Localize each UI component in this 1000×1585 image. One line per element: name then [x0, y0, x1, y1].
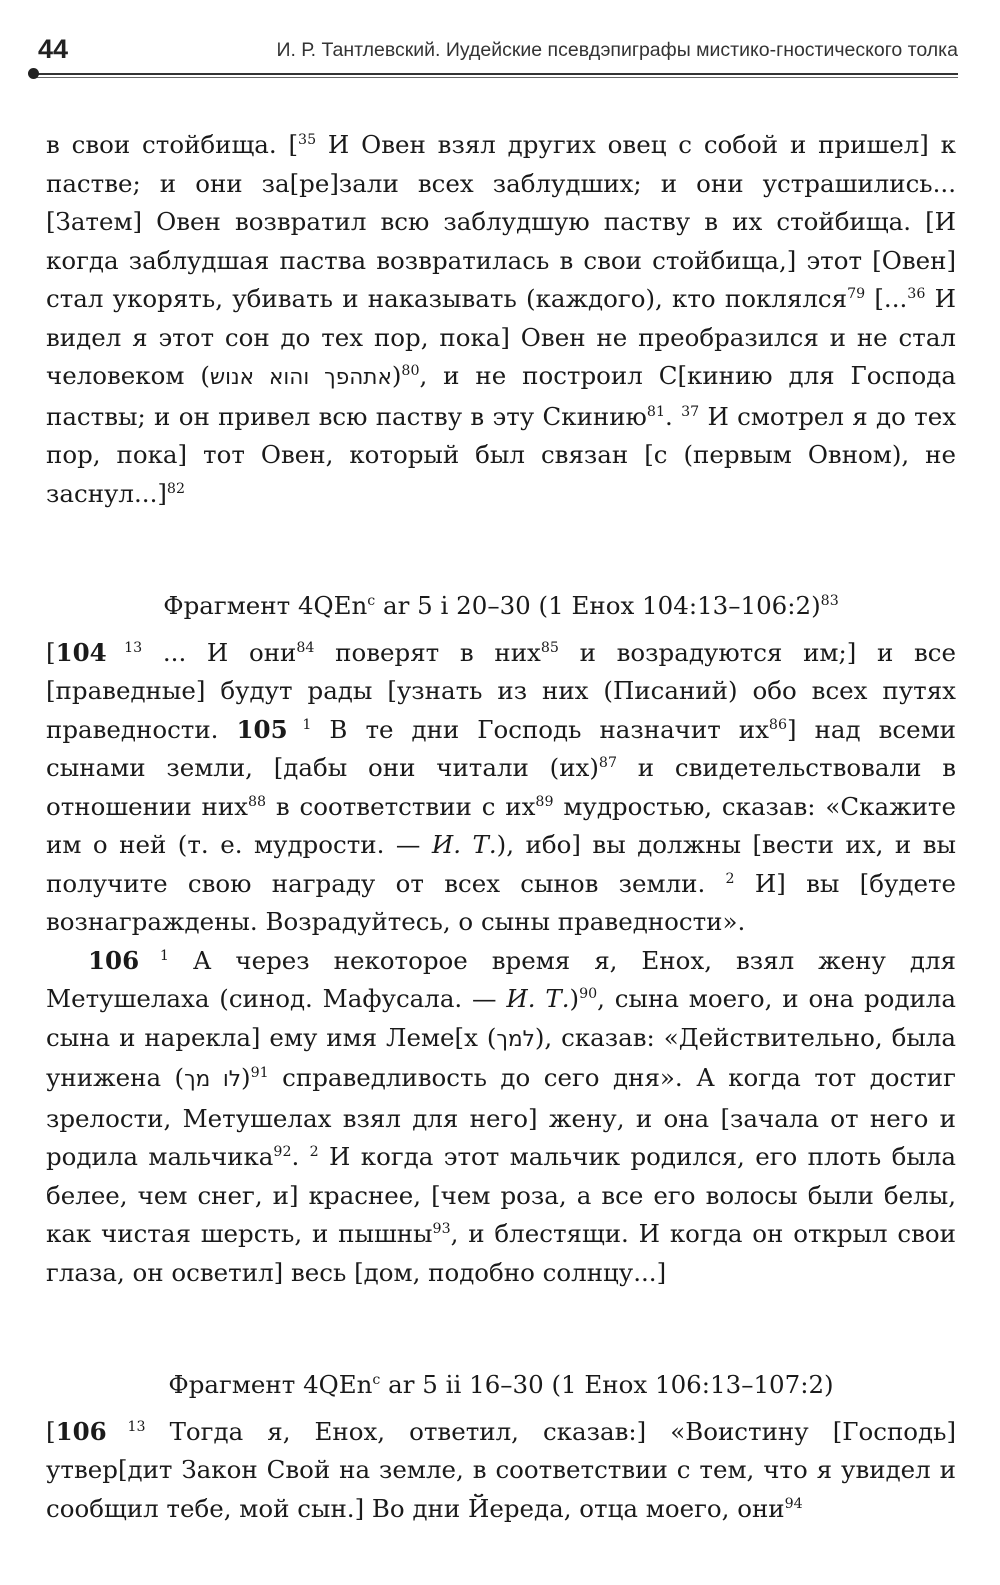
chapter-number: 105	[236, 714, 288, 744]
text: в свои стойбища. [	[46, 130, 299, 159]
fragment-heading-1	[46, 587, 956, 626]
verse-number: 35	[298, 131, 317, 148]
footnote-ref: 81	[646, 403, 665, 420]
text: , сына моего, и она родила сына и нарекла] ему имя Леме[х (	[46, 984, 956, 1052]
text: )	[569, 984, 580, 1013]
text: Фрагмент 4QEn	[163, 591, 368, 620]
text: [	[46, 1416, 56, 1446]
text: [	[46, 637, 56, 667]
editor-initials: И. Т.	[431, 830, 497, 859]
footnote-ref: 92	[273, 1143, 292, 1160]
page-header	[32, 30, 958, 78]
chapter-number: 106	[88, 945, 140, 975]
footnote-ref: 86	[768, 716, 787, 733]
footnote-ref: 91	[250, 1064, 269, 1081]
header-rule	[32, 73, 958, 75]
text: .	[291, 1142, 310, 1171]
text: И смотрел я до тех пор, пока] тот Овен, который был связан [с (первым Овном), не заснул...]	[46, 401, 957, 508]
text: справедливость до сего дня». А когда тот достиг зрелости, Метушелах взял для него] жену, и она [зачала от него и родила мальчика	[46, 1063, 956, 1171]
fragment-heading-2	[46, 1366, 956, 1405]
running-title: И. Р. Тантлевский. Иудейские псевдэпиграфы мистико-гностического толка	[276, 39, 958, 61]
text: В те дни Господь назначит их	[311, 714, 769, 744]
text: ar 5 ii 16–30 (1 Енох 106:13–107:2)	[380, 1370, 834, 1399]
verse-number: 1	[139, 947, 169, 964]
text: .	[664, 401, 682, 431]
hebrew-text: לו מך	[184, 1067, 241, 1092]
editor-initials: И. Т.	[506, 984, 570, 1013]
text: и свидетельствовали в отношении них	[46, 753, 957, 821]
verse-number: 2	[309, 1143, 319, 1160]
text: И когда этот мальчик родился, его плоть была белее, чем снег, и] краснее, [чем роза, а все его волосы были белы, как чистая шерсть, и пышны	[46, 1142, 956, 1248]
text: , и блестящи. И когда он открыл свои глаза, он осветил] весь [дом, подобно солнцу...]	[46, 1219, 956, 1287]
text: И видел я этот сон до тех пор, пока] Овен не преобразился и не стал человеком (	[46, 284, 956, 390]
text: А через некоторое время я, Енох, взял жену для Метушелаха (синод. Мафусала. —	[46, 945, 956, 1013]
footnote-ref: 89	[535, 793, 554, 810]
text: в соответствии с их	[266, 791, 536, 821]
verse-number: 2	[725, 870, 735, 887]
paragraph-106	[46, 942, 956, 1293]
verse-number: 37	[681, 403, 700, 420]
text: И] вы [будете вознаграждены. Возрадуйтесь, о сыны праведности».	[46, 868, 956, 936]
footnote-ref: 85	[540, 639, 559, 656]
page-body	[46, 126, 956, 1528]
paragraph-106-13	[46, 1413, 956, 1529]
page-number: 44	[38, 34, 69, 64]
text: поверят в них	[314, 637, 541, 667]
text: )	[241, 1063, 251, 1092]
footnote-ref: 90	[579, 985, 598, 1002]
text: ), сказав: «Действительно, была унижена (	[46, 1022, 957, 1092]
text: ), ибо] вы должны [вести их, и вы получите свою награду от всех сынов земли.	[46, 830, 956, 898]
text: Тогда я, Енох, ответил, сказав:] «Воистину [Господь] утвер[дит Закон Свой на земле, в соответствии с тем, что я увидел и сообщил тебе, мой сын.] Во дни Йереда, отца моего, они	[46, 1416, 957, 1523]
text: ar 5 i 20–30 (1 Енох 104:13–106:2)	[375, 591, 821, 620]
paragraph-104-105	[46, 634, 956, 942]
text: Фрагмент 4QEn	[168, 1370, 373, 1399]
footnote-ref: 79	[847, 285, 866, 302]
footnote-ref: 80	[401, 362, 420, 379]
text: [...	[865, 284, 908, 313]
chapter-number: 104	[55, 637, 107, 667]
superscript: c	[367, 592, 376, 609]
text: мудростью, сказав: «Скажите им о ней (т. е. мудрости. —	[46, 791, 956, 859]
footnote-ref: 88	[247, 793, 267, 810]
footnote-ref: 87	[598, 754, 617, 771]
verse-number: 36	[907, 285, 926, 302]
footnote-ref: 83	[820, 592, 839, 609]
text: и возрадуются им;] и все [праведные] будут рады [узнать из них (Писаний) обо всех путях праведности.	[46, 637, 956, 744]
header-rule-bullet	[28, 68, 39, 79]
footnote-ref: 82	[166, 480, 185, 497]
text: )	[391, 361, 402, 390]
text: И Овен взял других овец с собой и пришел] к пастве; и они за[ре]зали всех заблудших; и они устрашились... [Затем] Овен возвратил всю заблудшую паству в их стойбища. [И когда заблудшая паства возвратилась в свои стойбища,] этот [Овен] стал укорять, убивать и наказывать (каждого), кто поклялся	[46, 130, 956, 313]
text: ] над всеми сынами земли, [дабы они читали (их)	[46, 714, 956, 782]
verse-number: 13	[106, 1418, 146, 1435]
chapter-number: 106	[55, 1416, 107, 1446]
verse-number: 13	[106, 639, 143, 656]
footnote-ref: 84	[296, 639, 315, 656]
superscript: c	[372, 1371, 381, 1388]
text: ... И они	[142, 637, 297, 667]
footnote-ref: 94	[784, 1495, 803, 1512]
hebrew-text: למך	[496, 1026, 535, 1052]
text: , и не построил С[кинию для Господа паствы; и он привел всю паству в эту Скинию	[46, 361, 956, 431]
paragraph-continuation	[46, 126, 956, 513]
hebrew-text: אתהפך והוא אנוש	[209, 365, 392, 390]
verse-number: 1	[287, 716, 312, 733]
footnote-ref: 93	[432, 1220, 451, 1237]
